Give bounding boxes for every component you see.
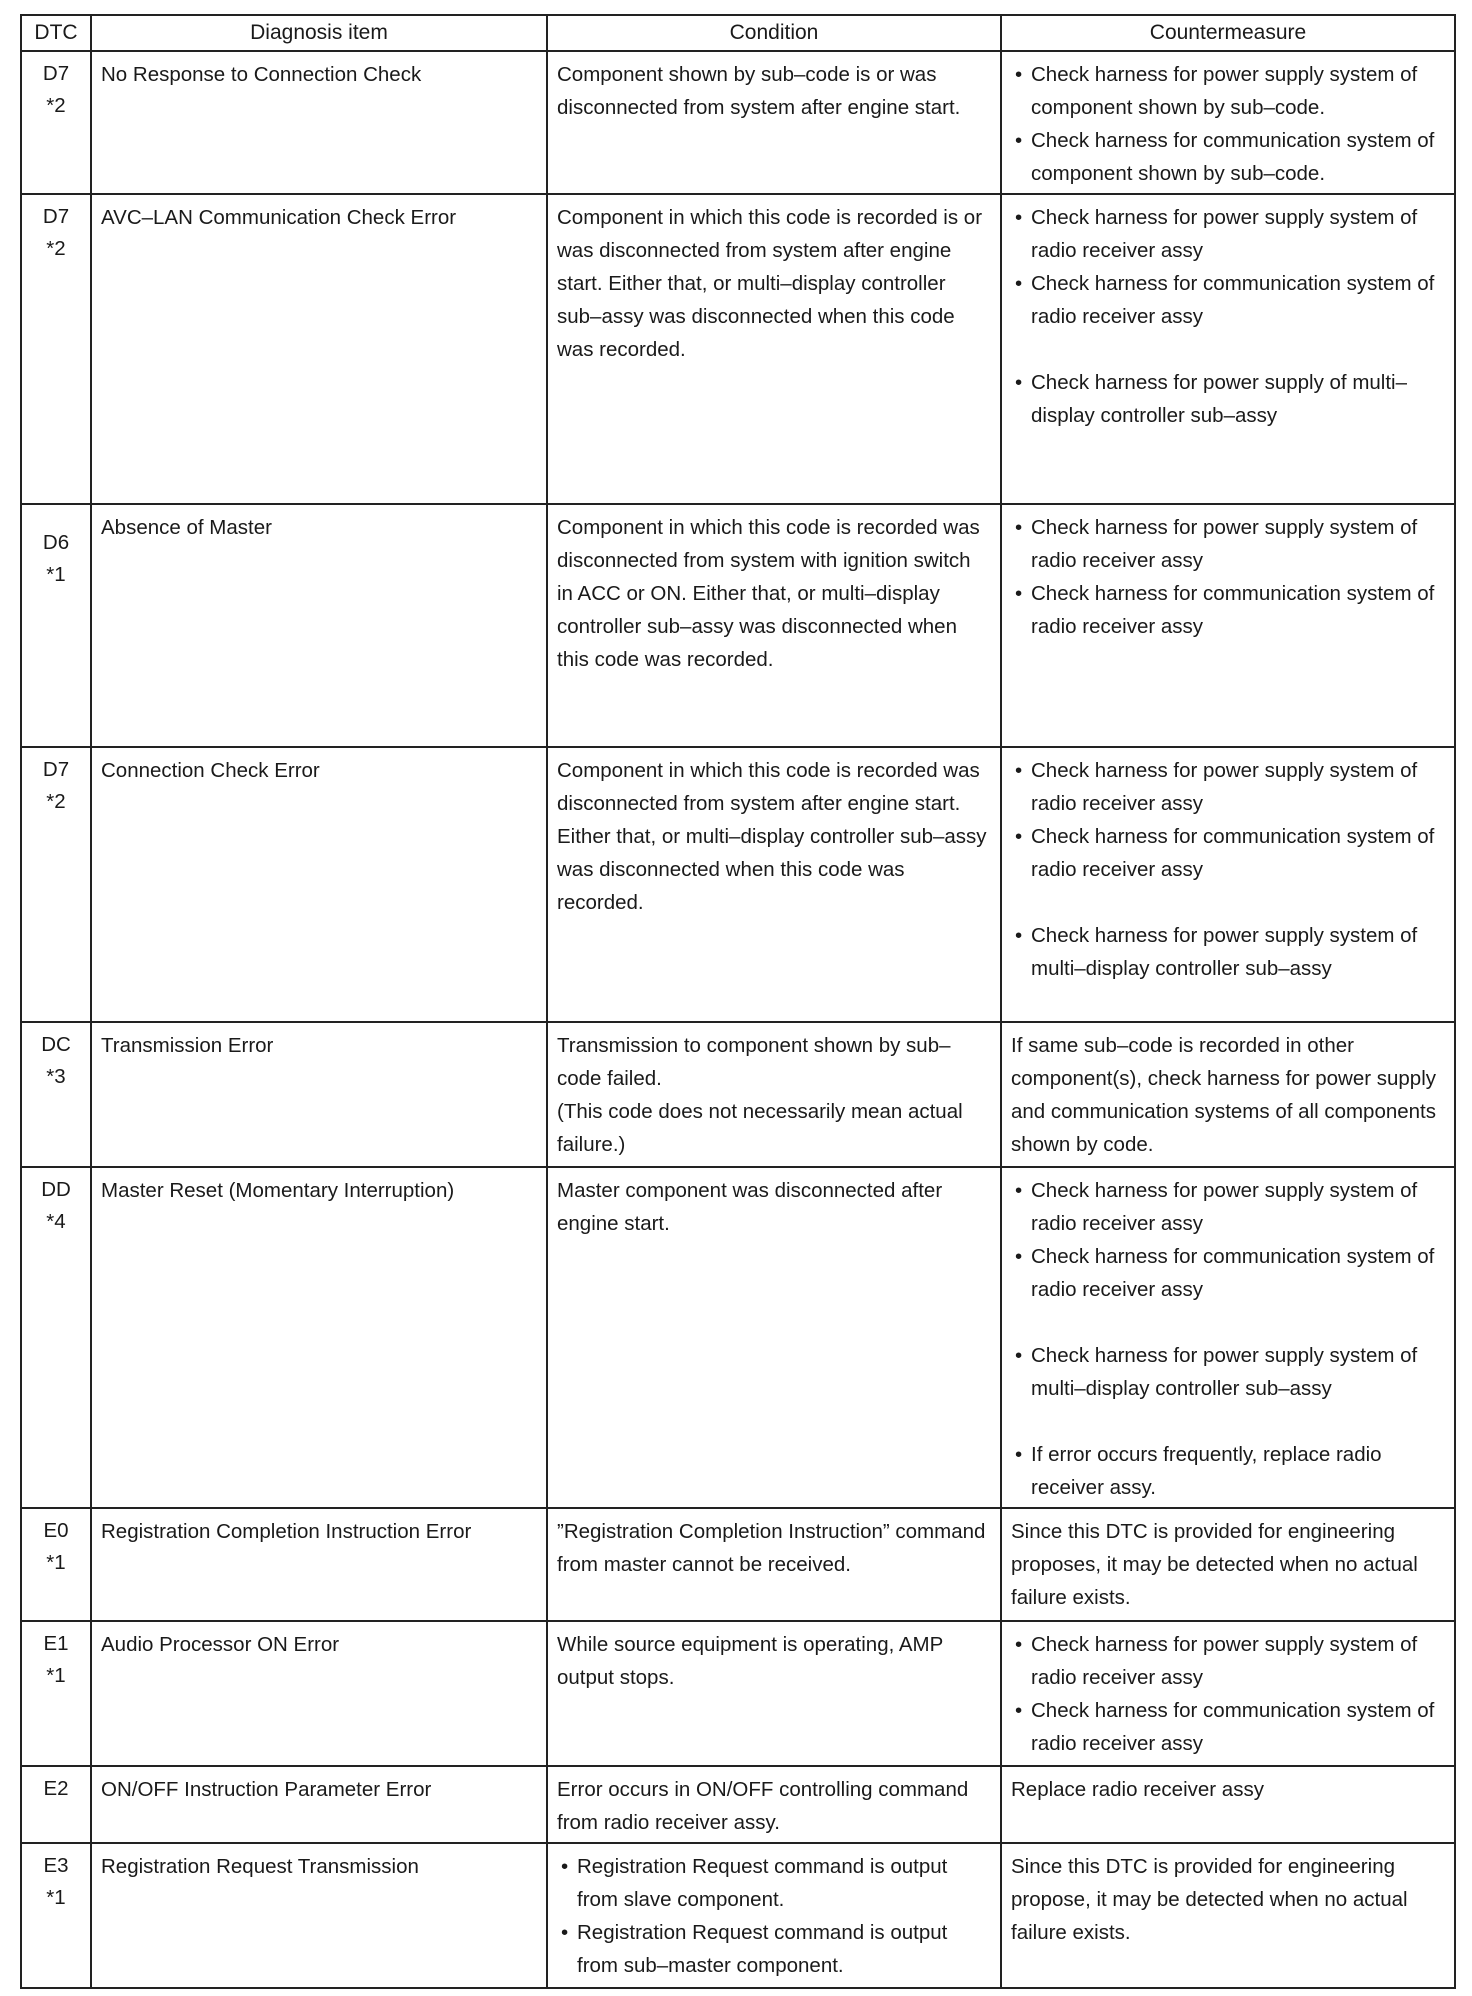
header-dtc: DTC [21,15,91,51]
condition-cell [547,504,1001,747]
condition-text: Component in which this code is recorded was disconnected from system with ignition switch in ACC or ON. Either that, or multi–display controller sub–assy was disconnected when this code was recorded. [557,516,980,671]
dtc-cell [21,1508,91,1621]
countermeasure-cell [1001,194,1455,504]
countermeasure-text: Since this DTC is provided for engineering propose, it may be detected when no actual failure exists. [1011,1855,1408,1944]
countermeasure-item: • Check harness for power supply system of radio receiver assy [1011,754,1446,820]
dtc-note: *2 [46,94,66,117]
table-row [21,1022,1455,1167]
countermeasure-text: Replace radio receiver assy [1011,1778,1264,1801]
dtc-code: D7 [42,62,70,85]
condition-item: • Registration Request command is output from slave component. [557,1850,992,1916]
countermeasure-item: • Check harness for power supply system of radio receiver assy [1011,201,1446,267]
diagnosis-item: Connection Check Error [91,747,547,1022]
condition-text: Error occurs in ON/OFF controlling command from radio receiver assy. [557,1778,969,1834]
condition-cell [547,194,1001,504]
dtc-note: *1 [46,1886,66,1909]
countermeasure-cell [1001,747,1455,1022]
condition-text: Component in which this code is recorded is or was disconnected from system after engine start. Either that, or multi–display controller sub–assy was disconnected when this code was recorded. [557,206,983,361]
table-row [21,747,1455,1022]
dtc-cell [21,1843,91,1988]
condition-cell [547,51,1001,194]
condition-item: • Registration Request command is output from sub–master component. [557,1916,992,1982]
table-row [21,1766,1455,1843]
countermeasure-item: • Check harness for communication system of radio receiver assy [1011,820,1446,886]
dtc-table [20,14,1456,1989]
dtc-cell [21,194,91,504]
countermeasure-cell [1001,504,1455,747]
countermeasure-cell [1001,1508,1455,1621]
diagnosis-item: Transmission Error [91,1022,547,1167]
dtc-code: E2 [43,1777,69,1800]
countermeasure-item: • Check harness for power supply system of radio receiver assy [1011,1174,1446,1240]
condition-cell [547,1766,1001,1843]
dtc-code: DD [41,1178,71,1201]
countermeasure-item: • Check harness for power supply of multi–display controller sub–assy [1011,366,1446,432]
condition-cell [547,1508,1001,1621]
countermeasure-item: • Check harness for communication system of component shown by sub–code. [1011,124,1446,190]
header-countermeasure: Countermeasure [1001,15,1455,51]
countermeasure-item: • Check harness for power supply system of multi–display controller sub–assy [1011,1339,1446,1405]
countermeasure-cell [1001,1843,1455,1988]
table-row [21,1167,1455,1508]
countermeasure-item: • Check harness for power supply system of component shown by sub–code. [1011,58,1446,124]
condition-text: While source equipment is operating, AMP output stops. [557,1633,943,1689]
countermeasure-cell [1001,1022,1455,1167]
header-diagnosis-item: Diagnosis item [91,15,547,51]
countermeasure-text: If same sub–code is recorded in other component(s), check harness for power supply and communication systems of all components shown by code. [1011,1034,1437,1156]
countermeasure-item: • Check harness for power supply system of radio receiver assy [1011,511,1446,577]
condition-cell [547,747,1001,1022]
dtc-cell [21,1621,91,1766]
dtc-note: *1 [46,1664,66,1687]
diagnosis-item: Master Reset (Momentary Interruption) [91,1167,547,1508]
countermeasure-item: • Check harness for communication system of radio receiver assy [1011,577,1446,643]
dtc-note: *2 [46,790,66,813]
dtc-cell [21,51,91,194]
countermeasure-cell [1001,1621,1455,1766]
table-row [21,51,1455,194]
diagnosis-item: Audio Processor ON Error [91,1621,547,1766]
dtc-note: *1 [46,563,66,586]
header-condition: Condition [547,15,1001,51]
dtc-code: D7 [42,758,70,781]
countermeasure-item: • Check harness for communication system of radio receiver assy [1011,1694,1446,1760]
dtc-code: D6 [42,531,70,554]
dtc-cell [21,1167,91,1508]
dtc-note: *4 [46,1210,66,1233]
diagnosis-item: Absence of Master [91,504,547,747]
dtc-note: *1 [46,1551,66,1574]
dtc-cell [21,1766,91,1843]
dtc-cell [21,1022,91,1167]
dtc-cell [21,747,91,1022]
countermeasure-cell [1001,1766,1455,1843]
dtc-cell [21,504,91,747]
condition-text: Component in which this code is recorded was disconnected from system after engine start. Either that, or multi–display controller sub–assy was disconnected when this code was recorded. [557,759,987,914]
countermeasure-item: • Check harness for communication system of radio receiver assy [1011,1240,1446,1306]
table-row [21,194,1455,504]
countermeasure-item: • Check harness for power supply system of radio receiver assy [1011,1628,1446,1694]
countermeasure-item: • Check harness for power supply system of multi–display controller sub–assy [1011,919,1446,985]
condition-cell [547,1843,1001,1988]
condition-text: (This code does not necessarily mean actual failure.) [557,1100,963,1156]
dtc-code: E1 [43,1632,69,1655]
countermeasure-item: • Check harness for communication system of radio receiver assy [1011,267,1446,333]
dtc-code: E0 [43,1519,69,1542]
condition-text: Transmission to component shown by sub–code failed. [557,1034,951,1090]
table-row [21,504,1455,747]
dtc-note: *3 [46,1065,66,1088]
diagnosis-item: No Response to Connection Check [91,51,547,194]
diagnosis-item: AVC–LAN Communication Check Error [91,194,547,504]
table-row [21,1508,1455,1621]
countermeasure-text: Since this DTC is provided for engineering proposes, it may be detected when no actual failure exists. [1011,1520,1418,1609]
condition-cell [547,1621,1001,1766]
condition-cell [547,1167,1001,1508]
condition-text: Component shown by sub–code is or was disconnected from system after engine start. [557,63,961,119]
dtc-code: E3 [43,1854,69,1877]
table-row [21,1621,1455,1766]
countermeasure-item: • If error occurs frequently, replace radio receiver assy. [1011,1438,1446,1504]
countermeasure-cell [1001,51,1455,194]
dtc-code: DC [41,1033,71,1056]
condition-cell [547,1022,1001,1167]
countermeasure-cell [1001,1167,1455,1508]
diagnosis-item: Registration Request Transmission [91,1843,547,1988]
diagnosis-item: ON/OFF Instruction Parameter Error [91,1766,547,1843]
table-row [21,1843,1455,1988]
dtc-note: *2 [46,237,66,260]
dtc-code: D7 [42,205,70,228]
condition-text: ”Registration Completion Instruction” command from master cannot be received. [557,1520,986,1576]
header-row [21,15,1455,51]
diagnosis-item: Registration Completion Instruction Error [91,1508,547,1621]
condition-text: Master component was disconnected after engine start. [557,1179,943,1235]
